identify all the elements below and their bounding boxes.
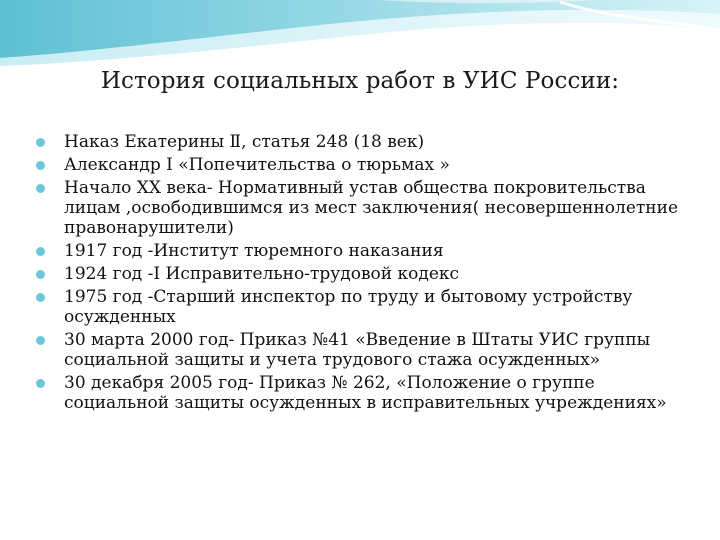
list-item-text: 1917 год -Институт тюремного наказания <box>64 241 444 261</box>
bullet-icon <box>36 379 45 388</box>
list-item-text: 1924 год -Ⅰ Исправительно-трудовой кодекс <box>64 264 460 284</box>
list-item-text: 30 марта 2000 год- Приказ №41 «Введение в Штаты УИС группы социальной защиты и учета трудового стажа осужденных» <box>64 330 651 370</box>
bullet-icon <box>36 270 45 279</box>
bullet-list <box>30 132 680 416</box>
list-item <box>30 241 680 261</box>
list-item-text: 30 декабря 2005 год- Приказ № 262, «Положение о группе социальной защиты осужденных в исправительных учреждениях» <box>64 373 667 413</box>
bullet-icon <box>36 161 45 170</box>
list-item <box>30 264 680 284</box>
bullet-icon <box>36 293 45 302</box>
list-item-text: 1975 год -Старший инспектор по труду и бытовому устройству осужденных <box>64 287 633 327</box>
bullet-icon <box>36 247 45 256</box>
bullet-icon <box>36 138 45 147</box>
list-item-text: Начало XX века- Нормативный устав общества покровительства лицам ,освободившимся из мест заключения( несовершеннолетние правонарушители) <box>64 178 679 238</box>
list-item-text: Александр Ⅰ «Попечительства о тюрьмах » <box>64 155 450 175</box>
list-item-text: Наказ Екатерины Ⅱ, статья 248 (18 век) <box>64 132 425 152</box>
list-item <box>30 330 680 370</box>
list-item <box>30 373 680 413</box>
list-item <box>30 178 680 238</box>
list-item <box>30 132 680 152</box>
list-item <box>30 287 680 327</box>
slide-title: История социальных работ в УИС России: <box>100 68 620 94</box>
bullet-icon <box>36 184 45 193</box>
list-item <box>30 155 680 175</box>
bullet-icon <box>36 336 45 345</box>
